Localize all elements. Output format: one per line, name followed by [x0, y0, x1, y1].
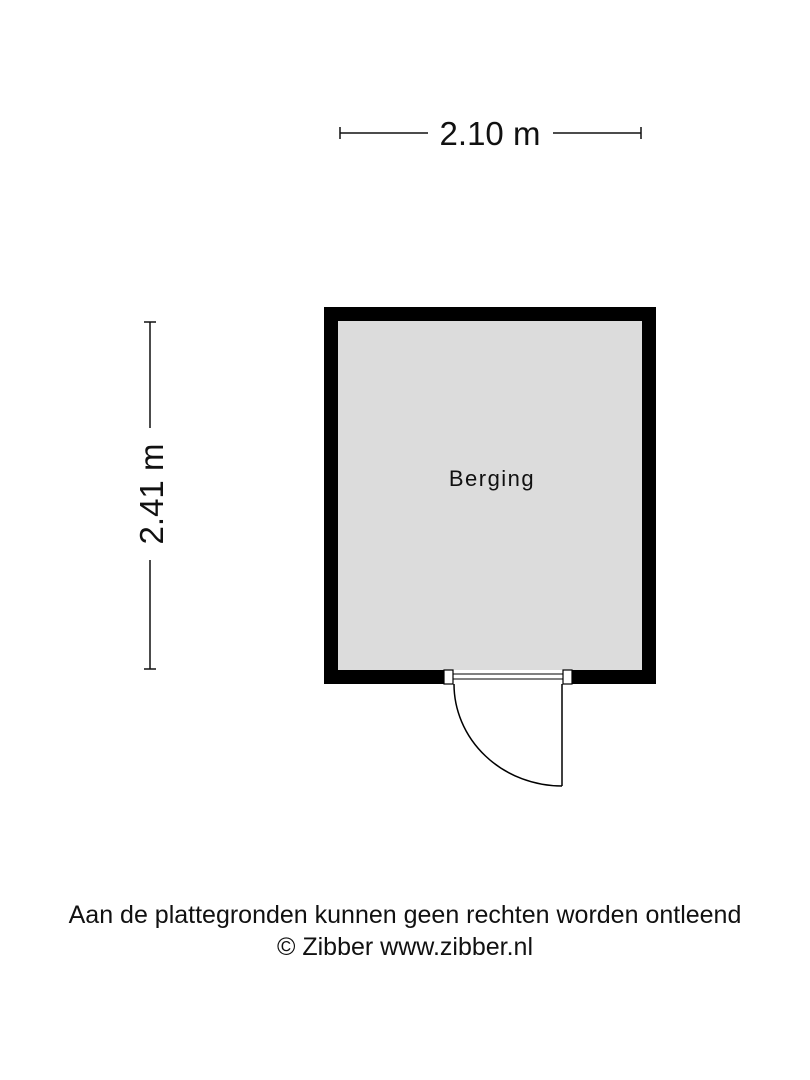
door-jamb-right	[563, 670, 572, 684]
width-dimension-label: 2.10 m	[439, 115, 541, 152]
copyright-text: © Zibber www.zibber.nl	[276, 933, 534, 961]
door-jamb-left	[444, 670, 453, 684]
door-swing-arc	[454, 684, 562, 786]
width-dimension	[340, 115, 641, 152]
height-dimension	[133, 322, 170, 669]
height-dimension-label: 2.41 m	[133, 443, 170, 545]
door-opening	[444, 670, 572, 684]
room-floor	[338, 321, 642, 670]
disclaimer-text: Aan de plattegronden kunnen geen rechten worden ontleend	[68, 901, 742, 929]
room-berging	[324, 307, 656, 786]
room-label: Berging	[448, 466, 536, 491]
